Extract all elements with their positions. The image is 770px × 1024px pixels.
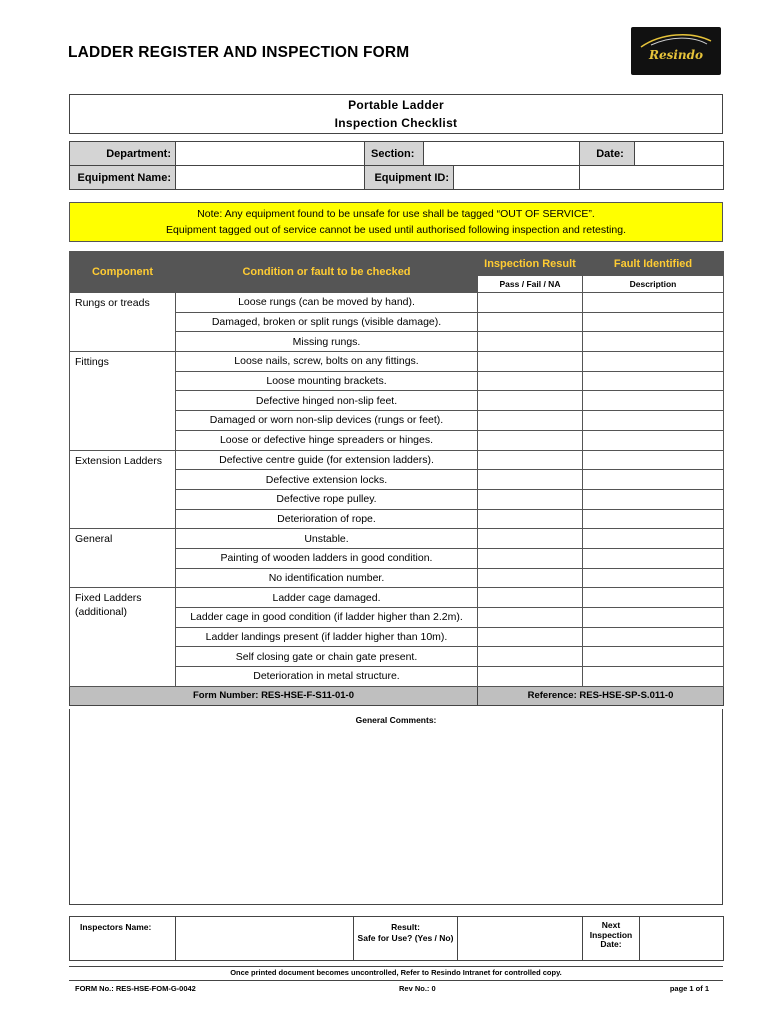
col-component: Component bbox=[70, 252, 176, 293]
result-field[interactable] bbox=[458, 917, 583, 961]
result-input-cell[interactable] bbox=[478, 509, 583, 529]
col-inspection-result: Inspection Result bbox=[478, 252, 583, 276]
result-input-cell[interactable] bbox=[478, 450, 583, 470]
fault-description-cell[interactable] bbox=[583, 667, 724, 687]
result-input-cell[interactable] bbox=[478, 568, 583, 588]
table-row bbox=[70, 450, 724, 470]
reference: Reference: RES-HSE-SP-S.011-0 bbox=[478, 686, 724, 705]
fault-description-cell[interactable] bbox=[583, 391, 724, 411]
fault-description-cell[interactable] bbox=[583, 332, 724, 352]
inspector-name-field[interactable] bbox=[176, 917, 354, 961]
fault-description-cell[interactable] bbox=[583, 470, 724, 490]
section-field[interactable] bbox=[424, 142, 580, 166]
component-cell: Extension Ladders bbox=[70, 450, 176, 529]
result-input-cell[interactable] bbox=[478, 588, 583, 608]
condition-cell: Loose rungs (can be moved by hand). bbox=[176, 293, 478, 313]
checklist-header bbox=[69, 94, 723, 134]
inspection-table bbox=[69, 251, 724, 706]
uncontrolled-footnote: Once printed document becomes uncontrolled, Refer to Resindo Intranet for controlled copy. bbox=[230, 968, 562, 977]
result-input-cell[interactable] bbox=[478, 430, 583, 450]
table-row bbox=[70, 352, 724, 372]
condition-cell: Damaged, broken or split rungs (visible damage). bbox=[176, 312, 478, 332]
result-input-cell[interactable] bbox=[478, 411, 583, 431]
condition-cell: Defective extension locks. bbox=[176, 470, 478, 490]
fault-description-cell[interactable] bbox=[583, 627, 724, 647]
equipment-name-label: Equipment Name: bbox=[70, 166, 176, 190]
form-number: Form Number: RES-HSE-F-S11-01-0 bbox=[70, 686, 478, 705]
result-input-cell[interactable] bbox=[478, 548, 583, 568]
fault-description-cell[interactable] bbox=[583, 371, 724, 391]
date-label: Date: bbox=[580, 142, 635, 166]
condition-cell: No identification number. bbox=[176, 568, 478, 588]
fault-description-cell[interactable] bbox=[583, 529, 724, 549]
table-row bbox=[70, 588, 724, 608]
equipment-id-field-ext[interactable] bbox=[580, 166, 724, 190]
fault-description-cell[interactable] bbox=[583, 568, 724, 588]
condition-cell: Ladder landings present (if ladder higher than 10m). bbox=[176, 627, 478, 647]
footer-rev: Rev No.: 0 bbox=[399, 984, 436, 993]
condition-cell: Loose mounting brackets. bbox=[176, 371, 478, 391]
general-comments-box[interactable] bbox=[69, 709, 723, 905]
condition-cell: Loose or defective hinge spreaders or hinges. bbox=[176, 430, 478, 450]
fault-description-cell[interactable] bbox=[583, 411, 724, 431]
condition-cell: Damaged or worn non-slip devices (rungs or feet). bbox=[176, 411, 478, 431]
department-label: Department: bbox=[70, 142, 176, 166]
condition-cell: Unstable. bbox=[176, 529, 478, 549]
inspector-name-label: Inspectors Name: bbox=[70, 917, 176, 961]
section-label: Section: bbox=[365, 142, 424, 166]
col-fault-identified: Fault Identified bbox=[583, 252, 724, 276]
result-input-cell[interactable] bbox=[478, 352, 583, 372]
fault-description-cell[interactable] bbox=[583, 647, 724, 667]
checklist-body bbox=[70, 293, 724, 687]
col-fault-sub: Description bbox=[583, 276, 724, 293]
condition-cell: Painting of wooden ladders in good condition. bbox=[176, 548, 478, 568]
next-inspection-label: Next Inspection Date: bbox=[583, 917, 640, 961]
result-input-cell[interactable] bbox=[478, 489, 583, 509]
condition-cell: Self closing gate or chain gate present. bbox=[176, 647, 478, 667]
condition-cell: Defective centre guide (for extension ladders). bbox=[176, 450, 478, 470]
sign-off-table bbox=[69, 916, 724, 961]
next-inspection-field[interactable] bbox=[640, 917, 724, 961]
component-cell: Fittings bbox=[70, 352, 176, 450]
fault-description-cell[interactable] bbox=[583, 450, 724, 470]
document-title: LADDER REGISTER AND INSPECTION FORM bbox=[68, 44, 410, 61]
table-row bbox=[70, 293, 724, 313]
footer-form-no: FORM No.: RES-HSE-FOM-G-0042 bbox=[75, 984, 196, 993]
result-input-cell[interactable] bbox=[478, 332, 583, 352]
department-field[interactable] bbox=[176, 142, 365, 166]
equipment-name-field[interactable] bbox=[176, 166, 365, 190]
footer-page: page 1 of 1 bbox=[669, 984, 709, 993]
fault-description-cell[interactable] bbox=[583, 608, 724, 628]
date-field[interactable] bbox=[635, 142, 724, 166]
divider-bottom bbox=[69, 980, 723, 981]
fault-description-cell[interactable] bbox=[583, 312, 724, 332]
fault-description-cell[interactable] bbox=[583, 548, 724, 568]
note-line-2: Equipment tagged out of service cannot be used until authorised following inspection and retesting. bbox=[166, 224, 626, 236]
result-input-cell[interactable] bbox=[478, 647, 583, 667]
result-input-cell[interactable] bbox=[478, 293, 583, 313]
result-input-cell[interactable] bbox=[478, 608, 583, 628]
component-cell: Fixed Ladders (additional) bbox=[70, 588, 176, 686]
result-input-cell[interactable] bbox=[478, 391, 583, 411]
equipment-id-label: Equipment ID: bbox=[365, 166, 454, 189]
component-cell: General bbox=[70, 529, 176, 588]
col-result-sub: Pass / Fail / NA bbox=[478, 276, 583, 293]
fault-description-cell[interactable] bbox=[583, 588, 724, 608]
resindo-logo bbox=[631, 27, 721, 75]
condition-cell: Loose nails, screw, bolts on any fittings. bbox=[176, 352, 478, 372]
note-line-1: Note: Any equipment found to be unsafe for use shall be tagged “OUT OF SERVICE”. bbox=[197, 208, 595, 220]
result-input-cell[interactable] bbox=[478, 529, 583, 549]
condition-cell: Ladder cage damaged. bbox=[176, 588, 478, 608]
warning-note bbox=[69, 202, 723, 242]
general-comments-label: General Comments: bbox=[355, 715, 437, 725]
fault-description-cell[interactable] bbox=[583, 430, 724, 450]
equipment-id-field[interactable] bbox=[454, 166, 579, 189]
result-input-cell[interactable] bbox=[478, 627, 583, 647]
divider-top bbox=[69, 966, 723, 967]
header-line-2: Inspection Checklist bbox=[334, 116, 458, 130]
col-condition: Condition or fault to be checked bbox=[176, 252, 478, 293]
condition-cell: Deterioration in metal structure. bbox=[176, 667, 478, 687]
table-row bbox=[70, 529, 724, 549]
condition-cell: Ladder cage in good condition (if ladder higher than 2.2m). bbox=[176, 608, 478, 628]
fault-description-cell[interactable] bbox=[583, 509, 724, 529]
condition-cell: Missing rungs. bbox=[176, 332, 478, 352]
component-cell: Rungs or treads bbox=[70, 293, 176, 352]
condition-cell: Defective rope pulley. bbox=[176, 489, 478, 509]
fault-description-cell[interactable] bbox=[583, 489, 724, 509]
logo-text: Resindo bbox=[648, 48, 704, 62]
result-input-cell[interactable] bbox=[478, 371, 583, 391]
result-input-cell[interactable] bbox=[478, 667, 583, 687]
condition-cell: Defective hinged non-slip feet. bbox=[176, 391, 478, 411]
header-line-1: Portable Ladder bbox=[348, 98, 444, 112]
details-table bbox=[69, 141, 724, 190]
result-label: Result: Safe for Use? (Yes / No) bbox=[354, 917, 458, 961]
condition-cell: Deterioration of rope. bbox=[176, 509, 478, 529]
result-input-cell[interactable] bbox=[478, 470, 583, 490]
fault-description-cell[interactable] bbox=[583, 352, 724, 372]
result-input-cell[interactable] bbox=[478, 312, 583, 332]
fault-description-cell[interactable] bbox=[583, 293, 724, 313]
